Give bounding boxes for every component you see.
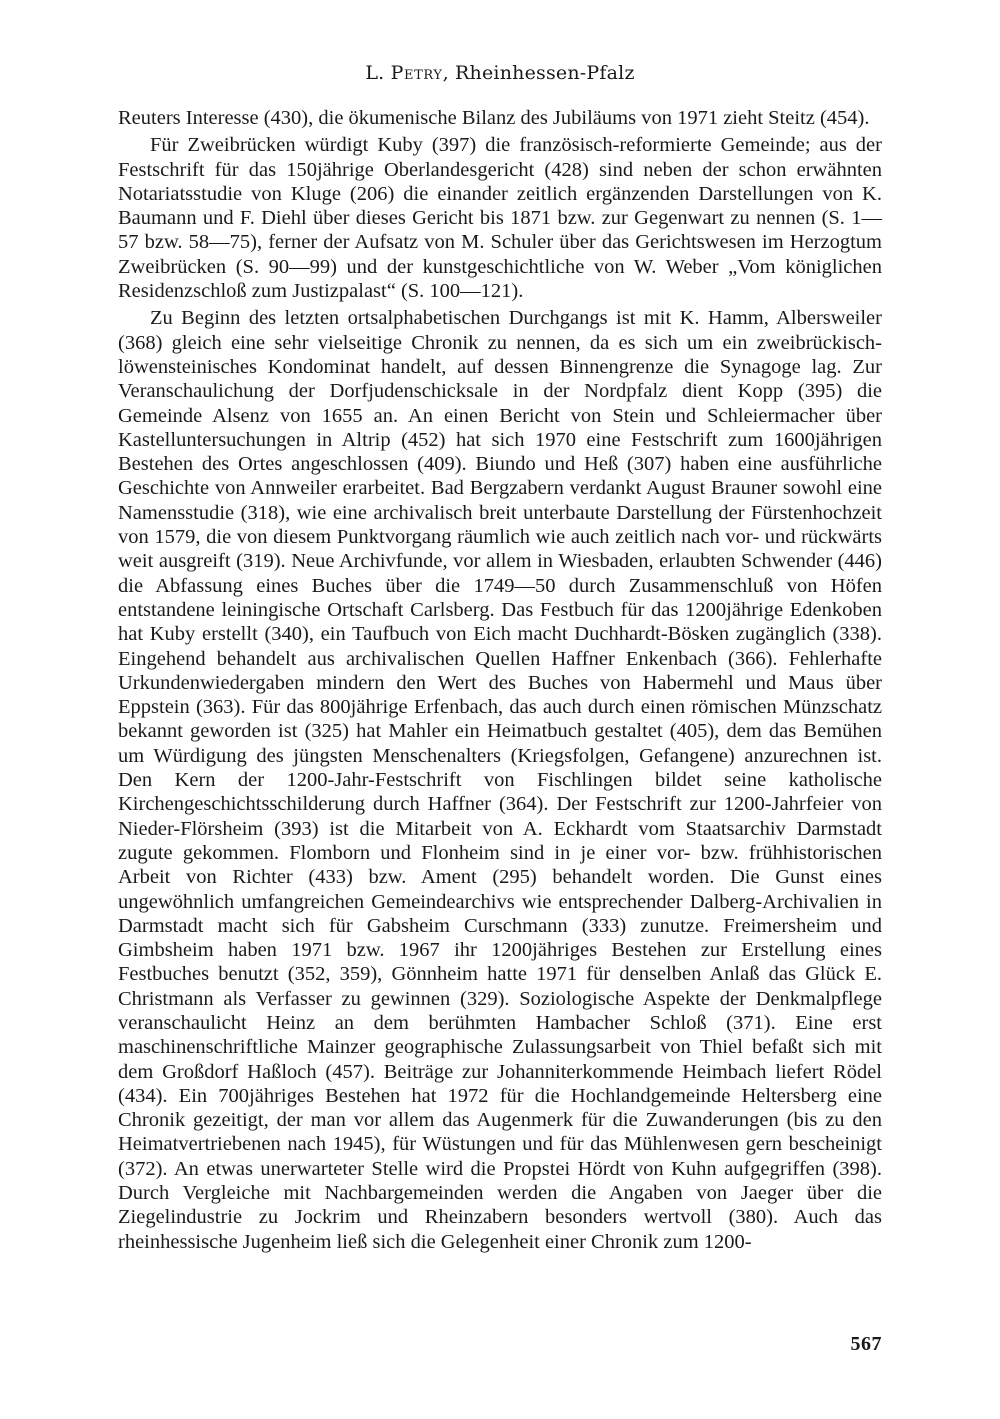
paragraph-1: Reuters Interesse (430), die ökumenische Bilanz des Jubiläums von 1971 zieht Steitz (454). bbox=[118, 107, 870, 129]
body-text bbox=[118, 106, 882, 1254]
running-head-initial: L. bbox=[365, 62, 391, 84]
paragraph-3: Zu Beginn des letzten ortsalphabetischen Durchgangs ist mit K. Hamm, Albersweiler (368) gleich eine sehr vielseitige Chronik zu nennen, da es sich um ein zweibrückisch-löwensteinisches Kondominat handelt, auf dessen Binnengrenze die Synagoge lag. Zur Veranschaulichung der Dorfjudenschicksale in der Nordpfalz dient Kopp (395) die Gemeinde Alsenz von 1655 an. An einen Bericht von Stein und Schleiermacher über Kastelluntersuchungen in Altrip (452) hat sich 1970 eine Festschrift zum 1600jährigen Bestehen des Ortes angeschlossen (409). Biundo und Heß (307) haben eine ausführliche Geschichte von Annweiler erarbeitet. Bad Bergzabern verdankt August Brauner sowohl eine Namensstudie (318), wie eine archivalisch breit unterbaute Darstellung der Fürstenhochzeit von 1579, die von diesem Punktvorgang räumlich wie auch zeitlich nach vor- und rückwärts weit ausgreift (319). Neue Archivfunde, vor allem in Wiesbaden, erlaubten Schwender (446) die Abfassung eines Buches über die 1749—50 durch Zusammenschluß von Höfen entstandene leiningische Ortschaft Carlsberg. Das Festbuch für das 1200jährige Edenkoben hat Kuby erstellt (340), ein Taufbuch von Eich macht Duchhardt-Bösken zugänglich (338). Eingehend behandelt aus archivalischen Quellen Haffner Enkenbach (366). Fehlerhafte Urkundenwiedergaben mindern den Wert des Buches von Habermehl und Maus über Eppstein (363). Für das 800jährige Erfenbach, das auch durch einen römischen Münzschatz bekannt geworden ist (325) hat Mahler ein Heimatbuch gestaltet (405), dem das Bemühen um Würdigung des jüngsten Menschenalters (Kriegsfolgen, Gefangene) anzurechnen ist. Den Kern der 1200-Jahr-Festschrift von Fischlingen bildet seine katholische Kirchengeschichtsschilderung durch Haffner (364). Der Festschrift zur 1200-Jahrfeier von Nieder-Flörsheim (393) ist die Mitarbeit von A. Eckhardt vom Staatsarchiv Darmstadt zugute gekommen. Flomborn und Flonheim sind in je einer vor- bzw. frühhistorischen Arbeit von Richter (433) bzw. Ament (295) behandelt worden. Die Gunst eines ungewöhnlich umfangreichen Gemeindearchivs wie entsprechender Dalberg-Archivalien in Darmstadt macht sich für Gabsheim Curschmann (333) zunutze. Freimersheim und Gimbsheim haben 1971 bzw. 1967 ihr 1200jähriges Bestehen zur Erstellung eines Festbuches benutzt (352, 359), Gönnheim hatte 1971 für denselben Anlaß das Glück E. Christmann als Verfasser zu gewinnen (329). Soziologische Aspekte der Denkmalpflege veranschaulicht Heinz an dem berühmten Hambacher Schloß (371). Eine erst maschinenschriftliche Mainzer geographische Zulassungsarbeit von Thiel befaßt sich mit dem Großdorf Haßloch (457). Beiträge zur Johanniterkommende Heimbach liefert Rödel (434). Ein 700jähriges Bestehen hat 1972 für die Hochlandgemeinde Heltersberg eine Chronik gezeitigt, der man vor allem das Augenmerk für die Zuwanderungen (bis zu den Heimatvertriebenen nach 1945), für Wüstungen und für das Mühlenwesen gern bescheinigt (372). An etwas unerwarteter Stelle wird die Propstei Hördt von Kuhn aufgegriffen (398). Durch Vergleiche mit Nachbargemeinden werden die Angaben von Jaeger über die Ziegelindustrie zu Jockrim und Rheinzabern besonders wertvoll (380). Auch das rheinhessische Jugenheim ließ sich die Gelegenheit einer Chronik zum 1200- bbox=[118, 307, 882, 1253]
running-head-author: Petry bbox=[390, 62, 443, 84]
running-head-title: , Rheinhessen-Pfalz bbox=[442, 62, 635, 84]
paragraph-2: Für Zweibrücken würdigt Kuby (397) die französisch-reformierte Gemeinde; aus der Festschrift für das 150jährige Oberlandesgericht (428) sind neben der schon erwähnten Notariatsstudie von Kluge (206) die einander zeitlich ergänzenden Darstellungen von K. Baumann und F. Diehl über dieses Gericht bis 1871 bzw. zur Gegenwart zu nennen (S. 1—57 bzw. 58—75), ferner der Aufsatz von M. Schuler über das Gerichtswesen im Herzogtum Zweibrücken (S. 90—99) und der kunstgeschichtliche von W. Weber „Vom königlichen Residenzschloß zum Justizpalast“ (S. 100—121). bbox=[118, 134, 882, 303]
page-number: 567 bbox=[850, 1333, 882, 1355]
running-head bbox=[118, 62, 882, 84]
